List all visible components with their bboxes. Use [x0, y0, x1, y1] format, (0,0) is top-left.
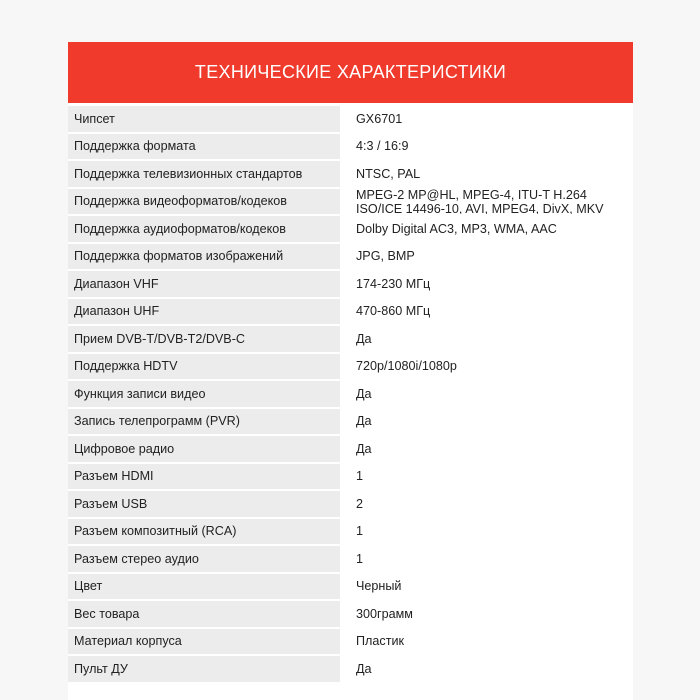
spec-label: Поддержка телевизионных стандартов — [68, 161, 340, 187]
spec-label: Прием DVB-T/DVB-T2/DVB-C — [68, 326, 340, 352]
spec-header — [68, 42, 633, 103]
spec-label: Поддержка видеоформатов/кодеков — [68, 189, 340, 215]
table-row — [68, 271, 633, 297]
spec-value: Черный — [346, 574, 633, 600]
spec-value: Да — [346, 326, 633, 352]
table-row — [68, 464, 633, 490]
spec-value: Пластик — [346, 629, 633, 655]
spec-card — [68, 42, 633, 700]
table-row — [68, 189, 633, 215]
table-row — [68, 601, 633, 627]
spec-table — [68, 106, 633, 684]
spec-label: Запись телепрограмм (PVR) — [68, 409, 340, 435]
spec-value: 174-230 МГц — [346, 271, 633, 297]
spec-value: 720p/1080i/1080p — [346, 354, 633, 380]
table-row — [68, 381, 633, 407]
spec-value: 4:3 / 16:9 — [346, 134, 633, 160]
table-row — [68, 546, 633, 572]
table-row — [68, 574, 633, 600]
table-row — [68, 629, 633, 655]
table-row — [68, 244, 633, 270]
spec-value: Да — [346, 381, 633, 407]
spec-label: Вес товара — [68, 601, 340, 627]
spec-label: Цвет — [68, 574, 340, 600]
table-row — [68, 491, 633, 517]
spec-label: Разъем стерео аудио — [68, 546, 340, 572]
spec-label: Поддержка формата — [68, 134, 340, 160]
spec-value: 470-860 МГц — [346, 299, 633, 325]
spec-label: Поддержка HDTV — [68, 354, 340, 380]
spec-value: MPEG-2 MP@HL, MPEG-4, ITU-T H.264 ISO/ICE 14496-10, AVI, MPEG4, DivX, MKV — [346, 189, 633, 215]
table-row — [68, 216, 633, 242]
table-row — [68, 161, 633, 187]
spec-value: 1 — [346, 464, 633, 490]
spec-value: Да — [346, 409, 633, 435]
table-row — [68, 106, 633, 132]
table-row — [68, 519, 633, 545]
spec-label: Разъем HDMI — [68, 464, 340, 490]
table-row — [68, 656, 633, 682]
spec-label: Диапазон UHF — [68, 299, 340, 325]
spec-value: Да — [346, 656, 633, 682]
table-row — [68, 354, 633, 380]
spec-value: 1 — [346, 546, 633, 572]
spec-value: NTSC, PAL — [346, 161, 633, 187]
spec-value: Да — [346, 436, 633, 462]
spec-label: Разъем USB — [68, 491, 340, 517]
table-row — [68, 299, 633, 325]
spec-label: Цифровое радио — [68, 436, 340, 462]
table-row — [68, 409, 633, 435]
spec-value: 300грамм — [346, 601, 633, 627]
spec-value: 1 — [346, 519, 633, 545]
page-title: ТЕХНИЧЕСКИЕ ХАРАКТЕРИСТИКИ — [194, 62, 507, 82]
spec-label: Поддержка форматов изображений — [68, 244, 340, 270]
spec-label: Разъем композитный (RCA) — [68, 519, 340, 545]
table-row — [68, 326, 633, 352]
spec-label: Диапазон VHF — [68, 271, 340, 297]
spec-value: JPG, BMP — [346, 244, 633, 270]
spec-value: Dolby Digital AC3, MP3, WMA, AAC — [346, 216, 633, 242]
spec-label: Чипсет — [68, 106, 340, 132]
spec-label: Материал корпуса — [68, 629, 340, 655]
spec-value: 2 — [346, 491, 633, 517]
spec-value: GX6701 — [346, 106, 633, 132]
table-row — [68, 436, 633, 462]
spec-label: Поддержка аудиоформатов/кодеков — [68, 216, 340, 242]
spec-label: Пульт ДУ — [68, 656, 340, 682]
table-row — [68, 134, 633, 160]
spec-label: Функция записи видео — [68, 381, 340, 407]
